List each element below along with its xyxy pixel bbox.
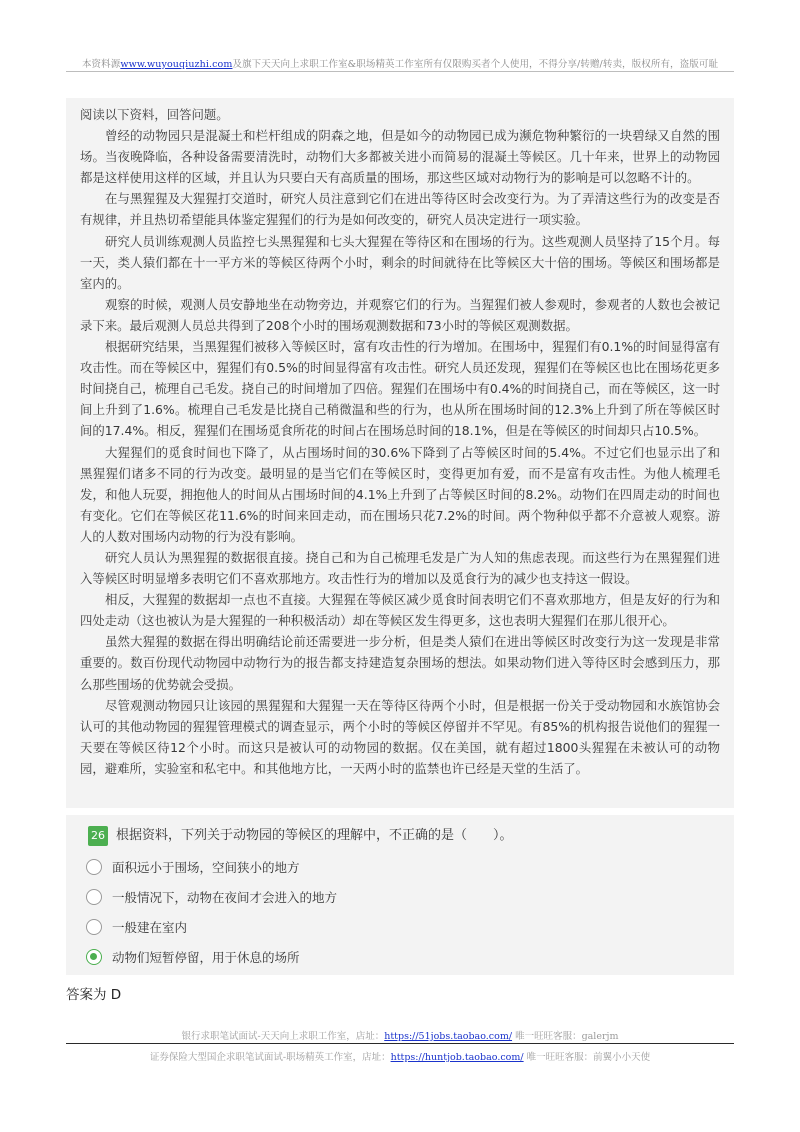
- page-header: [0, 56, 800, 70]
- footer-1-suffix: 唯一旺旺客服：galerjm: [512, 1031, 619, 1042]
- footer-line-2: [0, 1049, 800, 1063]
- answer-text: 答案为 D: [66, 987, 122, 1003]
- radio-icon[interactable]: [86, 919, 102, 935]
- header-link[interactable]: www.wuyouqiuzhi.com: [120, 59, 233, 70]
- passage-paragraph: 观察的时候，观测人员安静地坐在动物旁边，并观察它们的行为。当猩猩们被人参观时，参观者的人数也会被记录下来。最后观测人员总共得到了208个小时的围场观测数据和73小时的等候区观测数据。: [80, 296, 720, 333]
- passage-paragraph: 相反，大猩猩的数据却一点也不直接。大猩猩在等候区减少觅食时间表明它们不喜欢那地方，但是友好的行为和四处走动（这也被认为是大猩猩的一种积极活动）却在等候区发生得更多，这也表明大猩猩们在那儿很开心。: [80, 592, 720, 629]
- passage-paragraph: 根据研究结果，当黑猩猩们被移入等候区时，富有攻击性的行为增加。在围场中，猩猩们有0.1%的时间显得富有攻击性。而在等候区中，猩猩们有0.5%的时间显得富有攻击性。研究人员还发现，猩猩们在等候区也比在围场花更多时间挠自己，梳理自己毛发。挠自己的时间增加了四倍。猩猩们在围场中有0.4%的时间挠自己，而在等候区，这一时间上升到了1.6%。梳理自己毛发是比挠自己稍微温和些的行为，也从所在围场时间的12.3%上升到了所在等候区时间的17.4%。相反，猩猩们在围场觅食所花的时间占在围场总时间的18.1%，但是在等候区的时间却只占10.5%。: [80, 339, 720, 439]
- question-text: 根据资料，下列关于动物园的等候区的理解中，不正确的是（ ）。: [116, 828, 513, 843]
- reading-passage: [66, 98, 734, 808]
- header-divider: [66, 71, 734, 72]
- passage-intro: 阅读以下资料，回答问题。: [80, 107, 229, 122]
- passage-paragraph: 研究人员认为黑猩猩的数据很直接。挠自己和为自己梳理毛发是广为人知的焦虑表现。而这些行为在黑猩猩们进入等候区时明显增多表明它们不喜欢那地方。攻击性行为的增加以及觅食行为的减少也支持这一假设。: [80, 549, 720, 587]
- passage-paragraph: 曾经的动物园只是混凝土和栏杆组成的阴森之地，但是如今的动物园已成为濒危物种繁衍的一块碧绿又自然的围场。当夜晚降临，各种设备需要清洗时，动物们大多都被关进小而简易的混凝土等候区。几十年来，世界上的动物园都是这样使用这样的区域，并且认为只要白天有高质量的围场，那这些区域对动物行为的影响是可以忽略不计的。: [80, 128, 720, 186]
- radio-icon[interactable]: [86, 889, 102, 905]
- footer-2-link[interactable]: https://huntjob.taobao.com/: [390, 1052, 524, 1063]
- option-label: 一般情况下，动物在夜间才会进入的地方: [112, 890, 338, 905]
- question-panel: [66, 815, 734, 975]
- footer-line-1: [0, 1028, 800, 1042]
- passage-paragraph: 虽然大猩猩的数据在得出明确结论前还需要进一步分析，但是类人猿们在进出等候区时改变行为这一发现是非常重要的。数百份现代动物园中动物行为的报告都支持建造复杂围场的想法。如果动物们进入等待区时会感到压力，那么那些围场的优势就会受损。: [80, 634, 720, 692]
- option-a[interactable]: [86, 856, 300, 878]
- option-label: 一般建在室内: [112, 920, 188, 935]
- question-number-badge: 26: [88, 826, 108, 846]
- option-label: 动物们短暂停留，用于休息的场所: [112, 950, 300, 965]
- footer-2-suffix: 唯一旺旺客服：前翼小小天使: [523, 1052, 651, 1063]
- header-prefix: 本资料源: [81, 59, 121, 70]
- option-label: 面积远小于围场，空间狭小的地方: [112, 860, 300, 875]
- header-suffix: 及旗下天天向上求职工作室&职场精英工作室所有仅限购买者个人使用，不得分享/转赠/转卖，版权所有，盗版可耻: [232, 59, 719, 70]
- passage-paragraph: 大猩猩们的觅食时间也下降了，从占围场时间的30.6%下降到了占等候区时间的5.4%。不过它们也显示出了和黑猩猩们诸多不同的行为改变。最明显的是当它们在等候区时，变得更加有爱，而不是富有攻击性。为他人梳理毛发，和他人玩耍，拥抱他人的时间从占围场时间的4.1%上升到了占等候区时间的8.2%。动物们在四周走动的时间也有变化。它们在等候区花11.6%的时间来回走动，而在围场只花7.2%的时间。两个物种似乎都不介意被人观察。游人的人数对围场内动物的行为没有影响。: [80, 444, 720, 544]
- radio-icon[interactable]: [86, 859, 102, 875]
- radio-selected-icon[interactable]: [86, 949, 102, 965]
- passage-paragraph: 在与黑猩猩及大猩猩打交道时，研究人员注意到它们在进出等待区时会改变行为。为了弄清这些行为的改变是否有规律，并且热切希望能具体鉴定猩猩们的行为是如何改变的，研究人员决定进行一项实验。: [80, 191, 720, 228]
- footer-divider: [66, 1043, 734, 1044]
- option-b[interactable]: [86, 886, 337, 908]
- option-d[interactable]: [86, 946, 300, 968]
- passage-paragraph: 尽管观测动物园只让该园的黑猩猩和大猩猩一天在等待区待两个小时，但是根据一份关于受动物园和水族馆协会认可的其他动物园的猩猩管理模式的调查显示，两个小时的等候区停留并不罕见。有85%的机构报告说他们的猩猩一天要在等候区待12个小时。而这只是被认可的动物园的数据。仅在美国，就有超过1800头猩猩在未被认可的动物园，避难所，实验室和私宅中。和其他地方比，一天两小时的监禁也许已经是天堂的生活了。: [80, 697, 720, 776]
- option-c[interactable]: [86, 916, 187, 938]
- footer-1-link[interactable]: https://51jobs.taobao.com/: [384, 1031, 513, 1042]
- passage-paragraph: 研究人员训练观测人员监控七头黑猩猩和七头大猩猩在等待区和在围场的行为。这些观测人员坚持了15个月。每一天，类人猿们都在十一平方米的等候区待两个小时，剩余的时间就待在比等候区大十倍的围场。等候区和围场都是室内的。: [80, 233, 720, 291]
- footer-1-prefix: 银行求职笔试面试-天天向上求职工作室，店址：: [181, 1031, 385, 1042]
- footer-2-prefix: 证券保险大型国企求职笔试面试-职场精英工作室，店址：: [149, 1052, 391, 1063]
